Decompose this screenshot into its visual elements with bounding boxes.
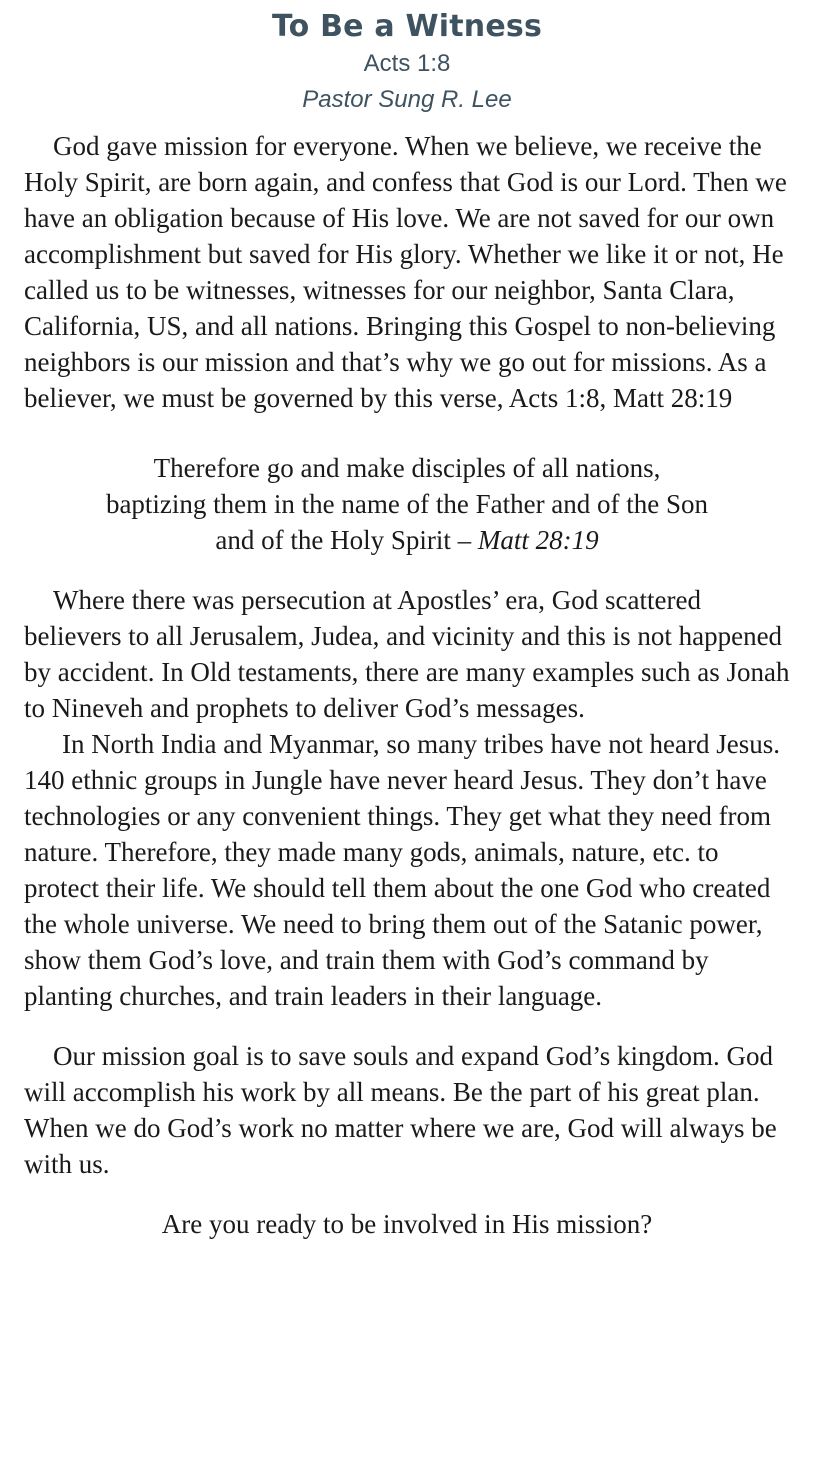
scripture-reference: Acts 1:8 <box>363 50 451 77</box>
spacer <box>24 1182 790 1206</box>
paragraph-intro: God gave mission for everyone. When we believe, we receive the Holy Spirit, are born again, and confess that God is our Lord. Then we have an obligation because of His love. We are not saved for our own accomplishment but saved for His glory. Whether we like it or not, He called us to be witnesses, witnesses for our neighbor, Santa Clara, California, US, and all nations. Bringing this Gospel to non-believing neighbors is our mission and that’s why we go out for missions. As a believer, we must be governed by this verse, Acts 1:8, Matt 28:19 <box>24 131 787 413</box>
quote-line-3-text: and of the Holy Spirit – <box>215 525 478 555</box>
spacer <box>24 118 790 128</box>
page-title: To Be a Witness <box>271 9 542 44</box>
spacer <box>24 1014 790 1038</box>
quote-line-2: baptizing them in the name of the Father and of the Son <box>105 489 709 519</box>
quote-line-1: Therefore go and make disciples of all nations, <box>153 453 661 483</box>
paragraph-persecution: Where there was persecution at Apostles’ era, God scattered believers to all Jerusalem, Judea, and vicinity and this is not happened by accident. In Old testaments, there are many examples such as Jonah to Nineveh and prophets to deliver God’s messages. <box>24 585 790 723</box>
scripture-quote <box>24 450 790 558</box>
author-byline: Pastor Sung R. Lee <box>302 86 512 113</box>
quote-line-3 <box>24 522 790 558</box>
sermon-body <box>24 128 790 1242</box>
spacer <box>24 558 790 582</box>
spacer <box>24 416 790 450</box>
paragraph-mission-goal: Our mission goal is to save souls and expand God’s kingdom. God will accomplish his work by all means. Be the part of his great plan. When we do God’s work no matter where we are, God will always be with us. <box>24 1041 777 1179</box>
paragraph-tribes: In North India and Myanmar, so many tribes have not heard Jesus. 140 ethnic groups in Jungle have never heard Jesus. They don’t have technologies or any convenient things. They get what they need from nature. Therefore, they made many gods, animals, nature, etc. to protect their life. We should tell them about the one God who created the whole universe. We need to bring them out of the Satanic power, show them God’s love, and train them with God’s command by planting churches, and train leaders in their language. <box>24 729 780 1011</box>
closing-question: Are you ready to be involved in His mission? <box>161 1209 653 1239</box>
quote-citation: Matt 28:19 <box>477 525 599 555</box>
